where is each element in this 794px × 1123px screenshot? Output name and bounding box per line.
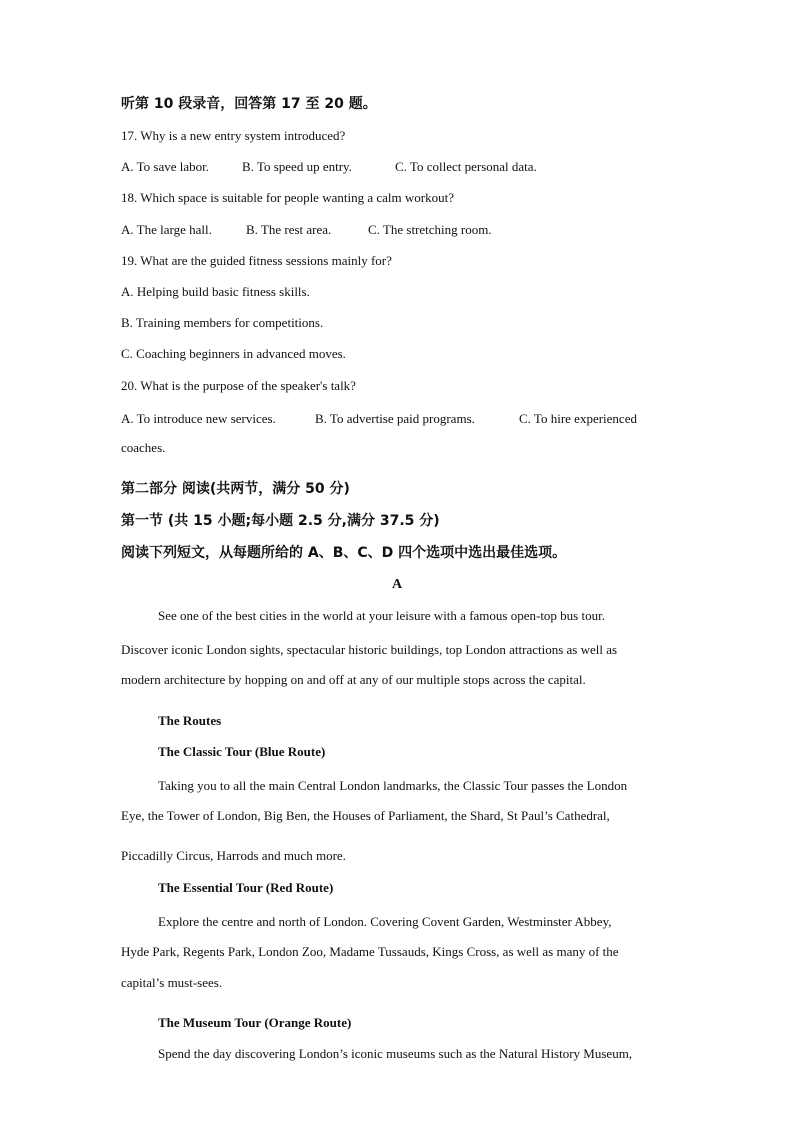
- q18-option-b: B. The rest area.: [246, 222, 332, 237]
- classic-tour-line-2: Eye, the Tower of London, Big Ben, the Houses of Parliament, the Shard, St Paul’s Cathedral,: [121, 808, 610, 823]
- essential-tour-heading: The Essential Tour (Red Route): [158, 880, 334, 895]
- essential-tour-line-1: Explore the centre and north of London. Covering Covent Garden, Westminster Abbey,: [158, 914, 612, 929]
- q20-option-a: A. To introduce new services.: [121, 411, 276, 426]
- classic-tour-heading: The Classic Tour (Blue Route): [158, 744, 326, 759]
- essential-tour-line-2: Hyde Park, Regents Park, London Zoo, Madame Tussauds, Kings Cross, as well as many of the: [121, 944, 619, 959]
- question-17: 17. Why is a new entry system introduced?: [121, 128, 346, 143]
- passage-letter: A: [391, 577, 403, 592]
- routes-heading: The Routes: [158, 713, 222, 728]
- passage-intro-line-1: See one of the best cities in the world at your leisure with a famous open-top bus tour.: [158, 608, 605, 623]
- q20-option-c-continued: coaches.: [121, 440, 166, 455]
- part2-instruction: 阅读下列短文，从每题所给的 A、B、C、D 四个选项中选出最佳选项。: [121, 545, 567, 561]
- question-19: 19. What are the guided fitness sessions mainly for?: [121, 253, 392, 268]
- question-20: 20. What is the purpose of the speaker's talk?: [121, 378, 356, 393]
- q18-option-c: C. The stretching room.: [368, 222, 492, 237]
- q18-option-a: A. The large hall.: [121, 222, 212, 237]
- listening-section-header: 听第 10 段录音，回答第 17 至 20 题。: [121, 96, 377, 112]
- classic-tour-line-1: Taking you to all the main Central London landmarks, the Classic Tour passes the London: [158, 778, 628, 793]
- q20-option-c: C. To hire experienced: [519, 411, 637, 426]
- q17-option-c: C. To collect personal data.: [395, 159, 537, 174]
- q19-option-b: B. Training members for competitions.: [121, 315, 324, 330]
- q20-option-b: B. To advertise paid programs.: [315, 411, 475, 426]
- museum-tour-heading: The Museum Tour (Orange Route): [158, 1015, 352, 1030]
- q17-option-b: B. To speed up entry.: [242, 159, 352, 174]
- q19-option-c: C. Coaching beginners in advanced moves.: [121, 346, 346, 361]
- q19-option-a: A. Helping build basic fitness skills.: [121, 284, 310, 299]
- part2-title: 第二部分 阅读(共两节，满分 50 分): [121, 481, 350, 497]
- museum-tour-line-1: Spend the day discovering London’s iconic museums such as the Natural History Museum,: [158, 1046, 633, 1061]
- essential-tour-line-3: capital’s must-sees.: [121, 975, 223, 990]
- q17-option-a: A. To save labor.: [121, 159, 210, 174]
- passage-intro-line-2: Discover iconic London sights, spectacular historic buildings, top London attractions as well as: [121, 642, 618, 657]
- passage-intro-line-3: modern architecture by hopping on and off at any of our multiple stops across the capital.: [121, 672, 586, 687]
- question-18: 18. Which space is suitable for people wanting a calm workout?: [121, 190, 454, 205]
- part2-section1-heading: 第一节 (共 15 小题;每小题 2.5 分,满分 37.5 分): [121, 513, 440, 529]
- classic-tour-line-3: Piccadilly Circus, Harrods and much more.: [121, 848, 346, 863]
